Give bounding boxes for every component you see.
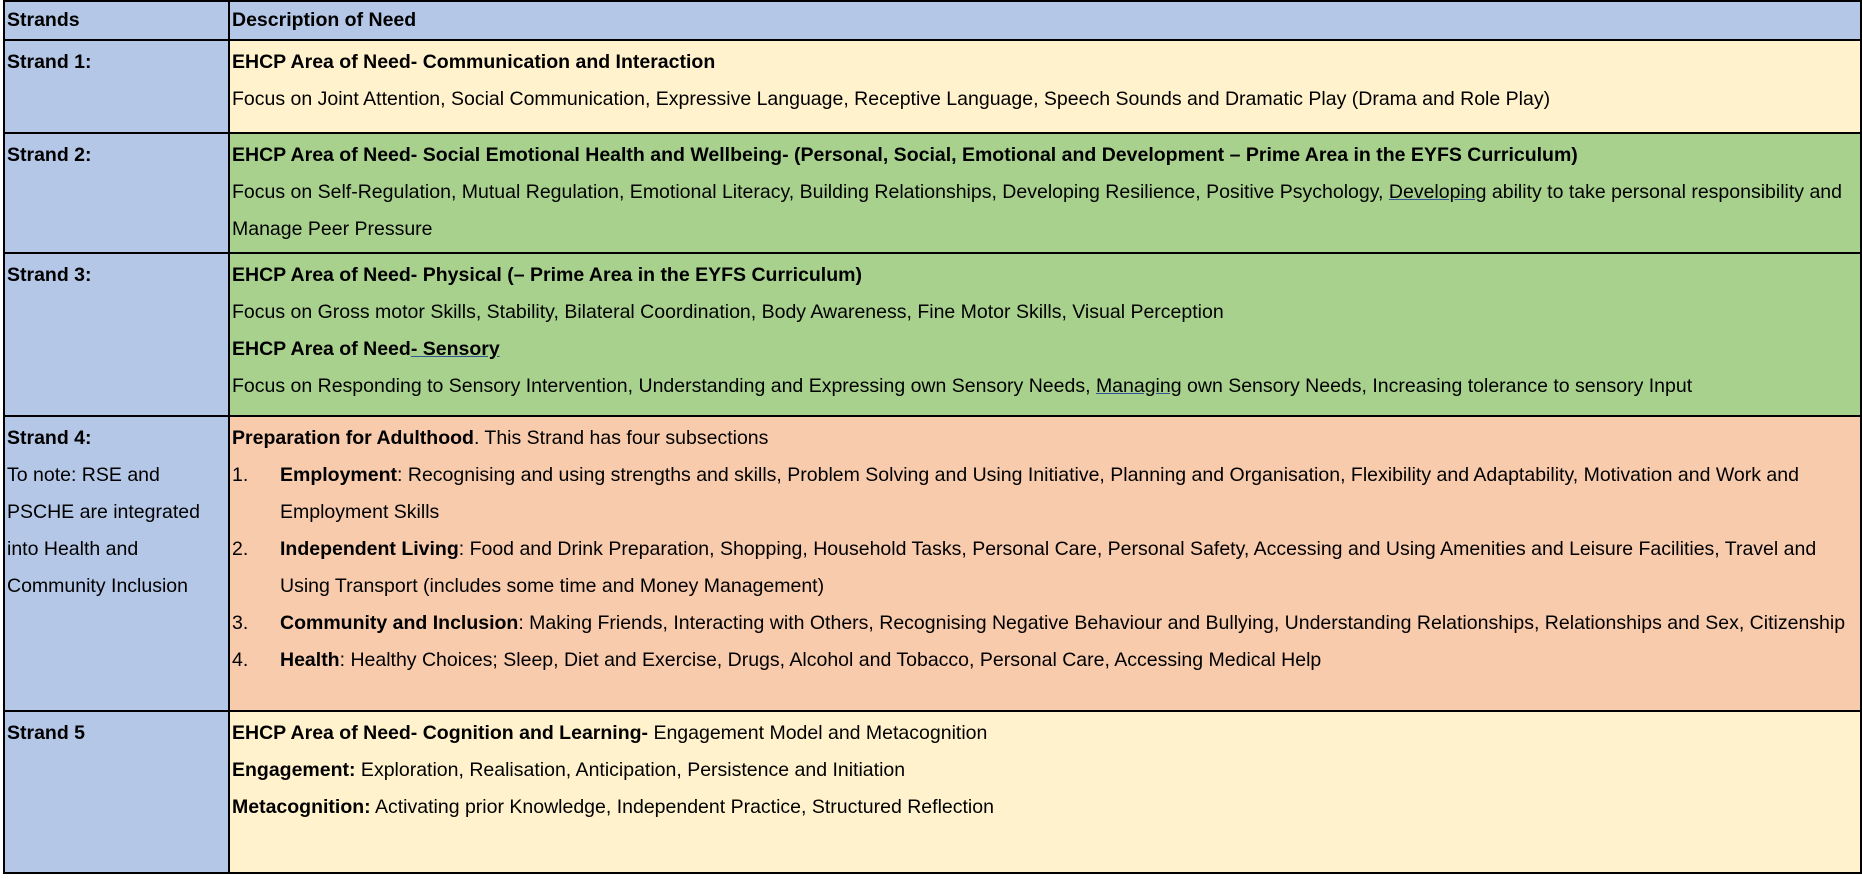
strand-2-focus-underlined: Developing — [1388, 181, 1487, 203]
list-item-title: Health — [280, 649, 340, 671]
header-description: Description of Need — [229, 1, 1861, 40]
strand-4-label: Strand 4: — [7, 427, 92, 449]
strand-3-row — [4, 253, 1861, 416]
list-item-number: 1. — [232, 464, 249, 486]
list-item-text — [280, 457, 1858, 531]
strand-3-label: Strand 3: — [7, 264, 92, 286]
strand-4-intro — [232, 420, 1858, 457]
strand-3-heading-sensory-b: - Sensory — [410, 338, 500, 360]
strand-5-label: Strand 5 — [7, 722, 86, 744]
list-item-title: Independent Living — [280, 538, 459, 560]
strand-1-focus: Focus on Joint Attention, Social Communication, Expressive Language, Receptive Language, Speech Sounds and Dramatic Play (Drama and Role Play) — [232, 88, 1551, 110]
list-item-number: 2. — [232, 538, 249, 560]
strand-3-description — [229, 253, 1861, 416]
strand-1-label: Strand 1: — [7, 51, 92, 73]
strand-3-focus-sensory — [232, 368, 1858, 405]
list-item-text — [280, 642, 1858, 679]
strand-3-focus-sensory-underlined: Managing — [1095, 375, 1182, 397]
list-item — [232, 642, 1858, 679]
strand-5-heading-bold: EHCP Area of Need- Cognition and Learning- — [232, 722, 649, 744]
list-item-text — [280, 605, 1858, 642]
strand-1-description — [229, 40, 1861, 133]
strand-2-focus-a: Focus on Self-Regulation, Mutual Regulation, Emotional Literacy, Building Relationships, Developing Resilience, Positive Psychology, — [232, 181, 1389, 203]
strand-4-intro-rest: . This Strand has four subsections — [473, 427, 769, 449]
strand-5-heading — [232, 715, 1858, 752]
list-item — [232, 457, 1858, 531]
strand-4-intro-bold: Preparation for Adulthood — [232, 427, 474, 449]
strand-2-row — [4, 133, 1861, 253]
strand-5-engagement-rest: Exploration, Realisation, Anticipation, Persistence and Initiation — [355, 759, 906, 781]
strand-5-description — [229, 711, 1861, 873]
strand-2-heading: EHCP Area of Need- Social Emotional Health and Wellbeing- (Personal, Social, Emotional and Development – Prime Area in the EYFS Curriculum) — [232, 144, 1578, 166]
strand-2-label-cell — [4, 133, 229, 253]
header-strands: Strands — [4, 1, 229, 40]
strand-4-note: To note: RSE and PSCHE are integrated into Health and Community Inclusion — [7, 464, 200, 597]
strand-5-engagement-bold: Engagement: — [232, 759, 356, 781]
strand-3-focus-sensory-a: Focus on Responding to Sensory Intervention, Understanding and Expressing own Sensory Needs, — [232, 375, 1096, 397]
strand-4-description — [229, 416, 1861, 711]
strand-1-row — [4, 40, 1861, 133]
strand-3-heading-sensory — [232, 331, 1858, 368]
strand-5-metacognition — [232, 789, 1858, 826]
list-item-title: Employment — [280, 464, 398, 486]
strand-5-metacognition-bold: Metacognition: — [232, 796, 371, 818]
strand-3-label-cell — [4, 253, 229, 416]
list-item-text — [280, 531, 1858, 605]
strand-5-label-cell — [4, 711, 229, 873]
list-item-title: Community and Inclusion — [280, 612, 519, 634]
list-item-body: : Making Friends, Interacting with Others, Recognising Negative Behaviour and Bullying, Understanding Relationships, Relationships and Sex, Citizenship — [518, 612, 1846, 634]
strand-5-heading-rest: Engagement Model and Metacognition — [648, 722, 988, 744]
strand-4-row — [4, 416, 1861, 711]
list-item — [232, 605, 1858, 642]
strands-table — [3, 0, 1862, 874]
list-item-body: : Recognising and using strengths and skills, Problem Solving and Using Initiative, Planning and Organisation, Flexibility and Adaptability, Motivation and Work and Employment Skills — [280, 464, 1799, 523]
list-item-number: 3. — [232, 612, 249, 634]
strand-5-engagement — [232, 752, 1858, 789]
strand-3-focus-physical: Focus on Gross motor Skills, Stability, Bilateral Coordination, Body Awareness, Fine Motor Skills, Visual Perception — [232, 301, 1224, 323]
list-item-body: : Healthy Choices; Sleep, Diet and Exercise, Drugs, Alcohol and Tobacco, Personal Care, Accessing Medical Help — [339, 649, 1322, 671]
strand-5-metacognition-rest: Activating prior Knowledge, Independent Practice, Structured Reflection — [370, 796, 994, 818]
strand-3-heading-sensory-a: EHCP Area of Need — [232, 338, 411, 360]
list-item — [232, 531, 1858, 605]
strand-4-label-cell — [4, 416, 229, 711]
strand-2-label: Strand 2: — [7, 144, 92, 166]
strand-1-heading: EHCP Area of Need- Communication and Interaction — [232, 51, 716, 73]
strand-2-focus-b: ability to take personal responsibility and Manage Peer Pressure — [232, 181, 1843, 240]
strand-3-heading-physical: EHCP Area of Need- Physical (– Prime Area in the EYFS Curriculum) — [232, 264, 862, 286]
strand-2-focus — [232, 174, 1858, 248]
header-row — [4, 1, 1861, 40]
list-item-number: 4. — [232, 649, 249, 671]
strand-5-row — [4, 711, 1861, 873]
list-item-body: : Food and Drink Preparation, Shopping, Household Tasks, Personal Care, Personal Safety, Accessing and Using Amenities and Leisure Facilities, Travel and Using Transport (includes some time and Money Management) — [280, 538, 1817, 597]
strand-3-focus-sensory-b: own Sensory Needs, Increasing tolerance to sensory Input — [1181, 375, 1693, 397]
strand-1-label-cell — [4, 40, 229, 133]
strand-2-description — [229, 133, 1861, 253]
